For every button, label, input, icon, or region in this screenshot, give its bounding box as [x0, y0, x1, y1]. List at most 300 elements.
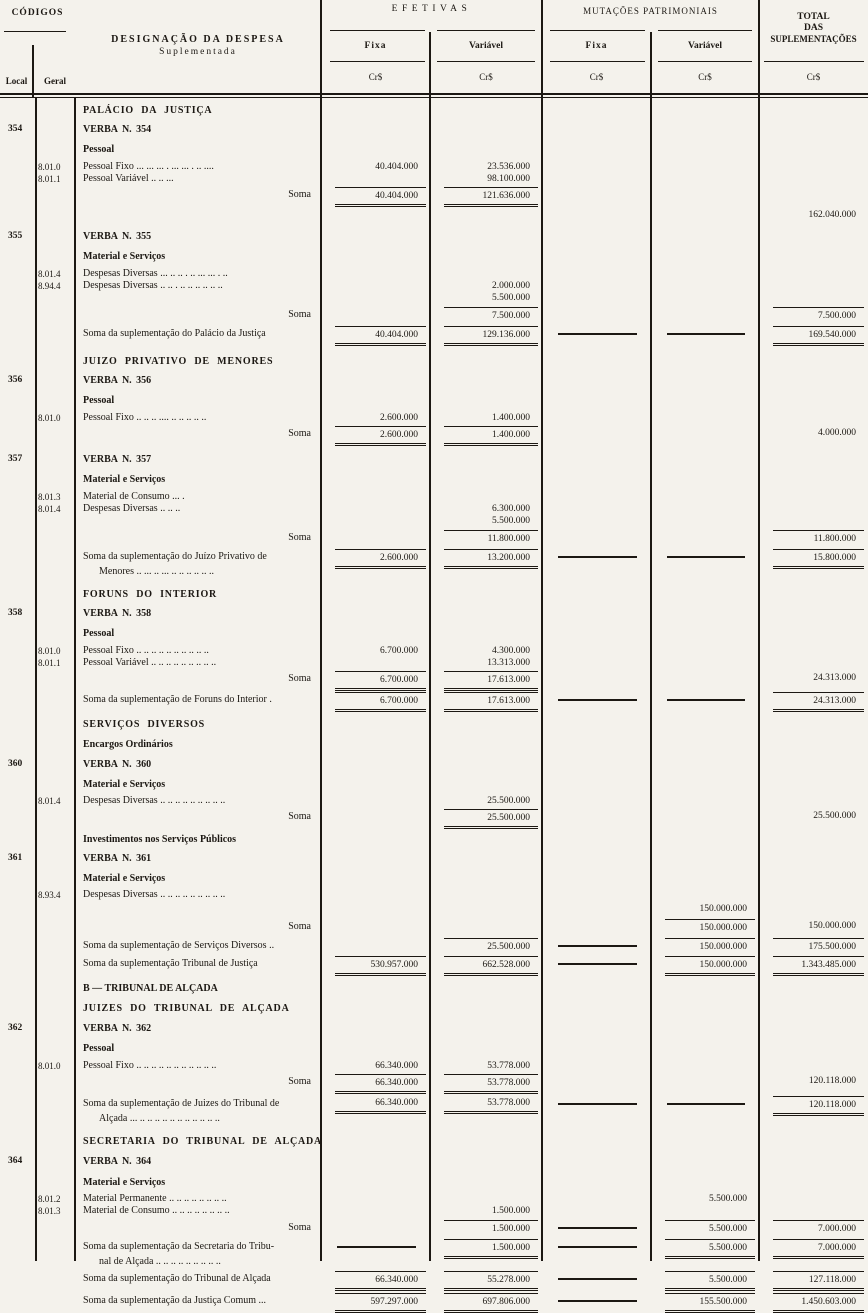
- cell-mutacoes-fixa: [542, 229, 651, 244]
- cell-efetivas-fixa: [321, 426, 430, 446]
- blank-dash: [558, 1300, 637, 1302]
- cell-efetivas-fixa: [321, 757, 430, 772]
- cell-local-code: [0, 142, 36, 157]
- cell-designacao: [75, 1074, 321, 1094]
- cell-geral-code: 8.01.0: [38, 1061, 61, 1071]
- cell-geral-code: [36, 142, 75, 157]
- divider: [330, 30, 425, 31]
- cell-efetivas-fixa: [321, 1271, 430, 1291]
- designacao-label: Despesas Diversas ... .. .. . .. ... ... . ..: [83, 268, 228, 279]
- table-row: [0, 103, 868, 118]
- cell-efetivas-variavel: [430, 809, 542, 829]
- amount-value: 127.118.000: [773, 1271, 864, 1291]
- blank-dash: [667, 556, 745, 558]
- cell-geral-code: [36, 373, 75, 388]
- cell-local-code: [0, 549, 36, 579]
- amount-value: 150.000.000: [665, 956, 755, 976]
- cell-total: [759, 161, 868, 173]
- cell-total: [759, 326, 868, 346]
- cell-local-code: [0, 889, 36, 901]
- designacao-label: SECRETARIA DO TRIBUNAL DE ALÇADA: [83, 1136, 323, 1147]
- cell-local-code: [0, 1205, 36, 1217]
- table-row: [0, 1293, 868, 1313]
- amount-value: 66.340.000: [335, 1096, 426, 1114]
- cell-efetivas-fixa: [321, 1041, 430, 1056]
- amount-value: 121.636.000: [444, 187, 538, 207]
- cell-efetivas-fixa: [321, 777, 430, 792]
- table-row: [0, 1096, 868, 1126]
- cell-mutacoes-variavel: [651, 645, 759, 657]
- cell-efetivas-variavel: [430, 280, 542, 292]
- cell-designacao: [75, 161, 321, 173]
- cell-local-code: [0, 903, 36, 915]
- amount-value: 11.800.000: [773, 530, 864, 547]
- cell-geral-code: [36, 1096, 75, 1126]
- cell-total: [759, 1096, 868, 1126]
- cell-mutacoes-fixa: [542, 373, 651, 388]
- cell-local-code: [0, 187, 36, 207]
- cell-geral-code: [36, 249, 75, 264]
- amount-value: 6.300.000: [492, 504, 530, 514]
- cell-efetivas-variavel: [430, 671, 542, 691]
- cell-total: [759, 1060, 868, 1072]
- cell-efetivas-variavel: [430, 981, 542, 996]
- cell-geral-code: [36, 1134, 75, 1149]
- cell-geral-code: [36, 1271, 75, 1291]
- cell-efetivas-fixa: [321, 717, 430, 732]
- cell-total: [759, 354, 868, 369]
- cell-total: [759, 426, 868, 446]
- cell-mutacoes-variavel: [651, 809, 759, 829]
- amount-value: 6.700.000: [380, 646, 418, 656]
- cell-efetivas-variavel: [430, 606, 542, 621]
- cell-mutacoes-variavel: [651, 1271, 759, 1291]
- cell-efetivas-variavel: [430, 503, 542, 515]
- cell-mutacoes-fixa: [542, 412, 651, 424]
- cell-mutacoes-fixa: [542, 809, 651, 829]
- cell-total: [759, 530, 868, 547]
- cell-efetivas-variavel: [430, 103, 542, 118]
- cell-designacao: [75, 173, 321, 185]
- cell-efetivas-variavel: [430, 795, 542, 807]
- table-row: [0, 1220, 868, 1237]
- cell-local-code: [0, 626, 36, 641]
- amount-value: 662.528.000: [444, 956, 538, 976]
- blank-dash: [558, 556, 637, 558]
- cell-total: [759, 1074, 868, 1094]
- table-row: [0, 1074, 868, 1094]
- cell-mutacoes-fixa: [542, 1205, 651, 1217]
- cell-total: [759, 503, 868, 515]
- cell-mutacoes-fixa: [542, 671, 651, 691]
- table-row: [0, 606, 868, 621]
- cell-efetivas-variavel: [430, 530, 542, 547]
- table-row: [0, 919, 868, 936]
- designacao-label: Pessoal Fixo .. .. .. .... .. .. .. .. ..: [83, 412, 207, 423]
- cell-local-code: [0, 326, 36, 346]
- amount-value: 25.500.000: [444, 938, 538, 955]
- currency-label: Cr$: [479, 72, 493, 82]
- cell-designacao: [75, 229, 321, 244]
- cell-designacao: [75, 491, 321, 503]
- table-row: [0, 1271, 868, 1291]
- cell-efetivas-fixa: [321, 737, 430, 752]
- cell-geral-code: [36, 472, 75, 487]
- cell-mutacoes-fixa: [542, 249, 651, 264]
- designacao-label: Material e Serviços: [83, 251, 166, 262]
- amount-value: 25.500.000: [487, 796, 530, 806]
- cell-mutacoes-variavel: [651, 938, 759, 955]
- cell-local-code: 364: [8, 1156, 23, 1166]
- cell-efetivas-fixa: [321, 173, 430, 185]
- cell-efetivas-fixa: [321, 472, 430, 487]
- cell-designacao: [75, 1175, 321, 1190]
- cell-efetivas-fixa: [321, 229, 430, 244]
- cell-geral-code: [36, 426, 75, 446]
- table-row: [0, 173, 868, 185]
- divider: [658, 61, 752, 62]
- cell-mutacoes-variavel: [651, 209, 759, 221]
- cell-efetivas-variavel: [430, 1271, 542, 1291]
- geral-header: Geral: [44, 76, 66, 86]
- total-header-line1: TOTAL: [797, 12, 830, 22]
- table-row: [0, 587, 868, 602]
- cell-designacao: [75, 307, 321, 324]
- cell-local-code: [0, 292, 36, 304]
- cell-mutacoes-fixa: [542, 1154, 651, 1169]
- cell-designacao: [75, 393, 321, 408]
- table-row: [0, 1239, 868, 1269]
- amount-value: 4.300.000: [492, 646, 530, 656]
- cell-geral-code: [36, 692, 75, 712]
- table-row: [0, 292, 868, 304]
- amount-value: 55.278.000: [444, 1271, 538, 1291]
- cell-local-code: [0, 692, 36, 712]
- cell-efetivas-fixa: [321, 981, 430, 996]
- amount-value: 1.500.000: [492, 1206, 530, 1216]
- cell-mutacoes-fixa: [542, 393, 651, 408]
- cell-geral-code: [36, 209, 75, 221]
- cell-designacao: [75, 737, 321, 752]
- cell-efetivas-variavel: [430, 832, 542, 847]
- cell-efetivas-variavel: [430, 354, 542, 369]
- cell-geral-code: 8.01.0: [38, 162, 61, 172]
- currency-label: Cr$: [589, 72, 604, 82]
- divider: [4, 31, 66, 32]
- cell-total: [759, 452, 868, 467]
- table-body: [0, 99, 868, 1313]
- cell-total: [759, 187, 868, 207]
- cell-total: [759, 717, 868, 732]
- table-row: [0, 956, 868, 976]
- efetivas-group-header: EFETIVAS: [391, 4, 472, 14]
- cell-efetivas-fixa: [321, 606, 430, 621]
- cell-mutacoes-fixa: [542, 1021, 651, 1036]
- cell-geral-code: 8.01.0: [38, 413, 61, 423]
- cell-geral-code: 8.01.3: [38, 1206, 61, 1216]
- cell-local-code: 358: [8, 608, 23, 618]
- designacao-label: Material de Consumo .. .. .. .. .. .. .. ..: [83, 1205, 230, 1216]
- designacao-label: Soma da suplementação do Tribunal de Alçada: [83, 1273, 271, 1284]
- cell-mutacoes-fixa: [542, 103, 651, 118]
- cell-efetivas-variavel: [430, 1096, 542, 1126]
- table-row: [0, 515, 868, 527]
- cell-total: [759, 777, 868, 792]
- cell-mutacoes-fixa: [542, 981, 651, 996]
- cell-designacao: [75, 851, 321, 866]
- cell-total: [759, 307, 868, 324]
- cell-total: [759, 1001, 868, 1016]
- designacao-header-line1: DESIGNAÇÃO DA DESPESA: [111, 34, 285, 45]
- cell-geral-code: 8.94.4: [38, 281, 61, 291]
- cell-designacao: [75, 326, 321, 346]
- amount-value: 2.600.000: [380, 413, 418, 423]
- cell-geral-code: [36, 938, 75, 955]
- cell-local-code: [0, 1220, 36, 1237]
- cell-geral-code: [36, 187, 75, 207]
- amount-value: 120.118.000: [773, 1096, 864, 1116]
- cell-geral-code: [36, 354, 75, 369]
- designacao-label: Pessoal Variável .. .. .. .. .. .. .. .. ..: [83, 657, 217, 668]
- cell-efetivas-fixa: [321, 1193, 430, 1205]
- cell-mutacoes-fixa: [542, 777, 651, 792]
- designacao-label: Investimentos nos Serviços Públicos: [83, 834, 237, 845]
- cell-total: [759, 671, 868, 691]
- cell-geral-code: [36, 326, 75, 346]
- cell-designacao: [75, 956, 321, 976]
- amount-value: 11.800.000: [444, 530, 538, 547]
- soma-label: Soma: [288, 532, 311, 543]
- designacao-label: Soma da suplementação do Juízo Privativo de: [83, 551, 267, 562]
- amount-value: 17.613.000: [444, 671, 538, 691]
- cell-efetivas-fixa: [321, 1096, 430, 1126]
- cell-mutacoes-variavel: [651, 671, 759, 691]
- cell-designacao: [75, 472, 321, 487]
- cell-local-code: [0, 472, 36, 487]
- cell-efetivas-fixa: [321, 268, 430, 280]
- cell-geral-code: [36, 393, 75, 408]
- cell-geral-code: [36, 1154, 75, 1169]
- cell-mutacoes-variavel: [651, 373, 759, 388]
- amount-value: 17.613.000: [444, 692, 538, 712]
- amount-value: 120.118.000: [808, 1076, 856, 1086]
- cell-geral-code: [36, 626, 75, 641]
- cell-mutacoes-fixa: [542, 832, 651, 847]
- cell-designacao: [75, 530, 321, 547]
- cell-designacao: [75, 1154, 321, 1169]
- cell-designacao: [75, 292, 321, 304]
- cell-geral-code: 8.01.4: [38, 796, 61, 806]
- cell-designacao: [75, 1193, 321, 1205]
- cell-total: [759, 1175, 868, 1190]
- cell-mutacoes-fixa: [542, 426, 651, 446]
- table-row: [0, 161, 868, 173]
- cell-total: [759, 851, 868, 866]
- cell-geral-code: [36, 292, 75, 304]
- cell-total: [759, 956, 868, 976]
- cell-efetivas-variavel: [430, 889, 542, 901]
- cell-efetivas-fixa: [321, 1239, 430, 1269]
- cell-total: [759, 919, 868, 936]
- designacao-label: Soma da suplementação de Juizes do Tribunal de: [83, 1098, 280, 1109]
- local-header: Local: [5, 76, 28, 86]
- cell-efetivas-variavel: [430, 549, 542, 579]
- cell-efetivas-variavel: [430, 292, 542, 304]
- cell-efetivas-fixa: [321, 1293, 430, 1313]
- cell-mutacoes-variavel: [651, 1220, 759, 1237]
- cell-efetivas-variavel: [430, 229, 542, 244]
- cell-mutacoes-variavel: [651, 832, 759, 847]
- cell-efetivas-variavel: [430, 777, 542, 792]
- cell-efetivas-variavel: [430, 307, 542, 324]
- designacao-label-line2: Menores .. ... .. ... .. .. .. .. .. ..: [99, 566, 214, 577]
- cell-designacao: [75, 373, 321, 388]
- cell-efetivas-variavel: [430, 326, 542, 346]
- cell-geral-code: [36, 1001, 75, 1016]
- cell-local-code: [0, 717, 36, 732]
- cell-designacao: [75, 1205, 321, 1217]
- designacao-label: Soma da suplementação de Serviços Diversos ..: [83, 940, 275, 951]
- amount-value: 24.313.000: [773, 692, 864, 712]
- cell-mutacoes-fixa: [542, 919, 651, 936]
- table-row: [0, 142, 868, 157]
- cell-total: [759, 903, 868, 915]
- amount-value: 7.500.000: [444, 307, 538, 324]
- cell-mutacoes-fixa: [542, 1096, 651, 1126]
- cell-designacao: [75, 122, 321, 137]
- amount-value: 129.136.000: [444, 326, 538, 346]
- table-row: [0, 491, 868, 503]
- cell-designacao: [75, 354, 321, 369]
- amount-value: 6.700.000: [335, 671, 426, 691]
- cell-local-code: [0, 1001, 36, 1016]
- table-row: [0, 209, 868, 221]
- table-row: [0, 472, 868, 487]
- cell-efetivas-variavel: [430, 871, 542, 886]
- cell-designacao: [75, 249, 321, 264]
- cell-efetivas-fixa: [321, 161, 430, 173]
- cell-geral-code: [36, 851, 75, 866]
- cell-mutacoes-fixa: [542, 657, 651, 669]
- cell-efetivas-variavel: [430, 393, 542, 408]
- cell-geral-code: 8.01.0: [38, 646, 61, 656]
- cell-total: [759, 491, 868, 503]
- blank-dash: [558, 1246, 637, 1248]
- cell-mutacoes-variavel: [651, 1041, 759, 1056]
- table-row: [0, 1154, 868, 1169]
- amount-value: 13.200.000: [444, 549, 538, 569]
- cell-efetivas-fixa: [321, 795, 430, 807]
- table-row: [0, 426, 868, 446]
- amount-value: 155.500.000: [665, 1293, 755, 1313]
- cell-total: [759, 757, 868, 772]
- cell-efetivas-fixa: [321, 832, 430, 847]
- cell-efetivas-fixa: [321, 412, 430, 424]
- cell-designacao: [75, 717, 321, 732]
- cell-efetivas-variavel: [430, 373, 542, 388]
- designacao-label: VERBA N. 355: [83, 231, 152, 242]
- cell-total: [759, 1271, 868, 1291]
- designacao-label-line2: nal de Alçada .. .. .. .. .. .. .. .. ..: [99, 1256, 221, 1267]
- cell-efetivas-fixa: [321, 187, 430, 207]
- designacao-label: Pessoal Fixo ... ... ... . ... ... . .. ....: [83, 161, 214, 172]
- currency-label: Cr$: [698, 72, 712, 82]
- cell-geral-code: [36, 122, 75, 137]
- soma-label: Soma: [288, 309, 311, 320]
- cell-mutacoes-variavel: [651, 1154, 759, 1169]
- cell-geral-code: 8.01.1: [38, 174, 61, 184]
- cell-designacao: [75, 1021, 321, 1036]
- cell-mutacoes-variavel: [651, 1060, 759, 1072]
- cell-mutacoes-variavel: [651, 187, 759, 207]
- table-row: [0, 757, 868, 772]
- cell-designacao: [75, 268, 321, 280]
- cell-mutacoes-fixa: [542, 187, 651, 207]
- cell-total: [759, 606, 868, 621]
- table-row: [0, 1041, 868, 1056]
- cell-mutacoes-variavel: [651, 1021, 759, 1036]
- amount-value: 66.340.000: [335, 1074, 426, 1094]
- cell-efetivas-variavel: [430, 851, 542, 866]
- cell-designacao: [75, 832, 321, 847]
- soma-label: Soma: [288, 1222, 311, 1233]
- cell-local-code: [0, 657, 36, 669]
- cell-efetivas-fixa: [321, 626, 430, 641]
- cell-efetivas-fixa: [321, 1001, 430, 1016]
- cell-designacao: [75, 981, 321, 996]
- amount-value: 1.500.000: [444, 1220, 538, 1237]
- blank-dash: [337, 1246, 416, 1248]
- cell-designacao: [75, 809, 321, 829]
- cell-mutacoes-variavel: [651, 1134, 759, 1149]
- cell-mutacoes-fixa: [542, 1041, 651, 1056]
- table-row: [0, 268, 868, 280]
- cell-mutacoes-variavel: [651, 503, 759, 515]
- cell-designacao: [75, 757, 321, 772]
- cell-local-code: [0, 393, 36, 408]
- table-row: [0, 871, 868, 886]
- cell-local-code: [0, 777, 36, 792]
- table-row: [0, 122, 868, 137]
- cell-designacao: [75, 1134, 321, 1149]
- cell-geral-code: 8.93.4: [38, 890, 61, 900]
- cell-efetivas-fixa: [321, 452, 430, 467]
- cell-mutacoes-fixa: [542, 717, 651, 732]
- cell-local-code: [0, 809, 36, 829]
- cell-mutacoes-variavel: [651, 452, 759, 467]
- soma-label: Soma: [288, 189, 311, 200]
- cell-local-code: [0, 530, 36, 547]
- cell-total: [759, 692, 868, 712]
- table-row: [0, 503, 868, 515]
- codigos-header: CÓDIGOS: [11, 8, 64, 18]
- cell-designacao: [75, 795, 321, 807]
- cell-efetivas-fixa: [321, 142, 430, 157]
- mutacoes-variavel-header: Variável: [688, 41, 722, 51]
- cell-mutacoes-variavel: [651, 426, 759, 446]
- amount-value: 597.297.000: [335, 1293, 426, 1313]
- amount-value: 1.400.000: [492, 413, 530, 423]
- cell-total: [759, 645, 868, 657]
- cell-efetivas-variavel: [430, 249, 542, 264]
- table-row: [0, 1001, 868, 1016]
- mutacoes-fixa-header: Fixa: [585, 41, 608, 51]
- cell-total: [759, 1205, 868, 1217]
- table-row: [0, 692, 868, 712]
- cell-efetivas-fixa: [321, 393, 430, 408]
- amount-value: 175.500.000: [773, 938, 864, 955]
- table-row: [0, 452, 868, 467]
